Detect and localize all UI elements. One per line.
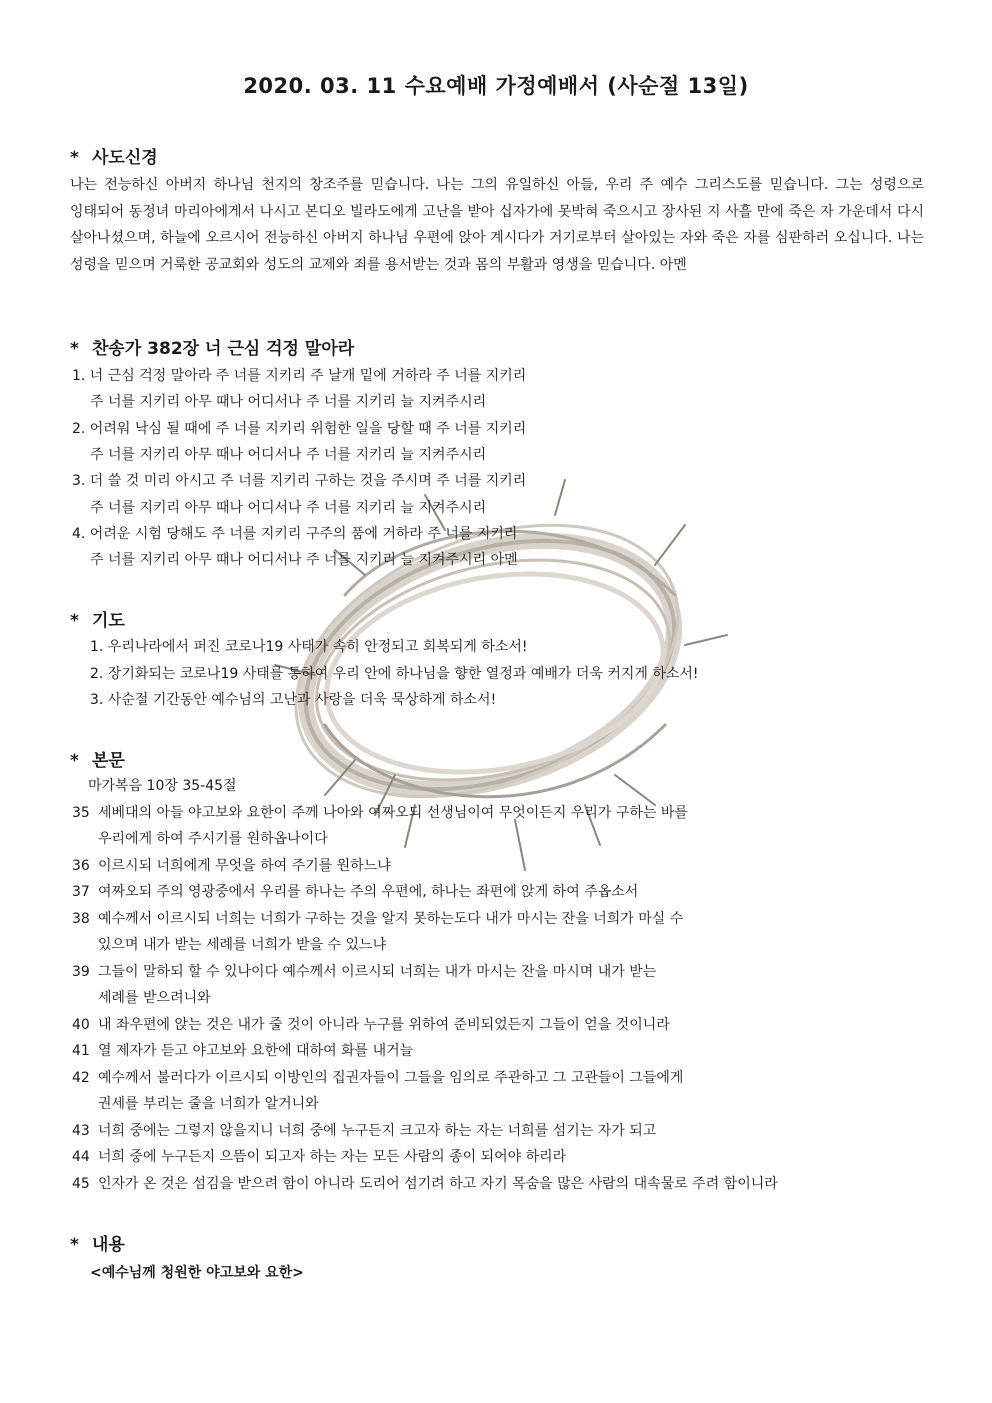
hymn-line: 4. 어려운 시험 당해도 주 너를 지키리 구주의 품에 거하라 주 너를 지키리 bbox=[72, 526, 518, 542]
verse-text: 너희 중에 누구든지 으뜸이 되고자 하는 자는 모든 사람의 종이 되어야 하리라 bbox=[98, 1149, 567, 1165]
verse-text: 인자가 온 것은 섬김을 받으려 함이 아니라 도리어 섬기려 하고 자기 목숨을 많은 사람의 대속물로 주려 함이니라 bbox=[98, 1176, 778, 1192]
hymn-heading bbox=[70, 334, 354, 359]
hymn-line: 1. 너 근심 걱정 말아라 주 너를 지키리 주 날개 밑에 거하라 주 너를 지키리 bbox=[72, 368, 527, 384]
hymn-line: 2. 어려워 낙심 될 때에 주 너를 지키리 위험한 일을 당할 때 주 너를 지키리 bbox=[72, 421, 527, 437]
bullet-star: * bbox=[70, 611, 79, 631]
verse-text: 예수께서 불러다가 이르시되 이방인의 집권자들이 그들을 임의로 주관하고 그 고관들이 그들에게 bbox=[98, 1070, 684, 1086]
verse-number: 45 bbox=[72, 1176, 90, 1192]
verse-number: 42 bbox=[72, 1070, 90, 1086]
verse-number: 40 bbox=[72, 1017, 90, 1033]
hymn-line: 주 너를 지키리 아무 때나 어디서나 주 너를 지키리 늘 지켜주시리 bbox=[90, 500, 487, 516]
verse-number: 43 bbox=[72, 1123, 90, 1139]
verse-text: 내 좌우편에 앉는 것은 내가 줄 것이 아니라 누구를 위하여 준비되었든지 그들이 얻을 것이니라 bbox=[98, 1017, 670, 1033]
bullet-star: * bbox=[70, 1235, 79, 1255]
verse-text: 예수께서 이르시되 너희는 너희가 구하는 것을 알지 못하는도다 내가 마시는 잔을 너희가 마실 수 bbox=[98, 911, 684, 927]
prayer-item: 3. 사순절 기간동안 예수님의 고난과 사랑을 더욱 묵상하게 하소서! bbox=[90, 692, 497, 708]
verse-number: 41 bbox=[72, 1043, 90, 1059]
scripture-reference: 마가복음 10장 35-45절 bbox=[88, 778, 237, 794]
hymn-line: 주 너를 지키리 아무 때나 어디서나 주 너를 지키리 늘 지켜주시리 bbox=[90, 447, 487, 463]
creed-heading bbox=[70, 143, 158, 168]
bullet-star: * bbox=[70, 148, 79, 168]
prayer-heading-text: 기도 bbox=[92, 611, 125, 631]
verse-text: 이르시되 너희에게 무엇을 하여 주기를 원하느냐 bbox=[98, 858, 391, 874]
verse-text: 세례를 받으려니와 bbox=[98, 990, 211, 1006]
prayer-item: 1. 우리나라에서 퍼진 코로나19 사태가 속히 안정되고 회복되게 하소서! bbox=[90, 639, 528, 655]
hymn-line: 3. 더 쓸 것 미리 아시고 주 너를 지키리 구하는 것을 주시며 주 너를 지키리 bbox=[72, 473, 527, 489]
content-heading bbox=[70, 1230, 125, 1255]
page-title: 2020. 03. 11 수요예배 가정예배서 (사순절 13일) bbox=[243, 74, 749, 98]
verse-text: 우리에게 하여 주시기를 원하옵나이다 bbox=[98, 831, 328, 847]
verse-number: 38 bbox=[72, 911, 90, 927]
hymn-line: 주 너를 지키리 아무 때나 어디서나 주 너를 지키리 늘 지켜주시리 아멘 bbox=[90, 552, 518, 568]
bullet-star: * bbox=[70, 751, 79, 771]
verse-number: 44 bbox=[72, 1149, 90, 1165]
verse-text: 너희 중에는 그렇지 않을지니 너희 중에 누구든지 크고자 하는 자는 너희를 섬기는 자가 되고 bbox=[98, 1123, 657, 1139]
creed-heading-text: 사도신경 bbox=[92, 148, 158, 168]
scripture-heading bbox=[70, 746, 125, 771]
verse-number: 36 bbox=[72, 858, 90, 874]
verse-number: 37 bbox=[72, 884, 90, 900]
verse-number: 39 bbox=[72, 964, 90, 980]
content-subtitle: <예수님께 청원한 야고보와 요한> bbox=[90, 1265, 304, 1281]
hymn-line: 주 너를 지키리 아무 때나 어디서나 주 너를 지키리 늘 지켜주시리 bbox=[90, 394, 487, 410]
hymn-heading-text: 찬송가 382장 너 근심 걱정 말아라 bbox=[92, 339, 355, 359]
verse-text: 열 제자가 듣고 야고보와 요한에 대하여 화를 내거늘 bbox=[98, 1043, 414, 1059]
content-heading-text: 내용 bbox=[92, 1235, 125, 1255]
scripture-heading-text: 본문 bbox=[92, 751, 125, 771]
verse-text: 그들이 말하되 할 수 있나이다 예수께서 이르시되 너희는 내가 마시는 잔을 마시며 내가 받는 bbox=[98, 964, 657, 980]
prayer-item: 2. 장기화되는 코로나19 사태를 통하여 우리 안에 하나님을 향한 열정과 예배가 더욱 커지게 하소서! bbox=[90, 666, 699, 682]
verse-number: 35 bbox=[72, 805, 90, 821]
bullet-star: * bbox=[70, 339, 79, 359]
prayer-heading bbox=[70, 606, 125, 631]
verse-text: 있으며 내가 받는 세례를 너희가 받을 수 있느냐 bbox=[98, 937, 387, 953]
verse-text: 여짜오되 주의 영광중에서 우리를 하나는 주의 우편에, 하나는 좌편에 앉게 하여 주옵소서 bbox=[98, 884, 639, 900]
verse-text: 세베대의 아들 야고보와 요한이 주께 나아와 여짜오되 선생님이여 무엇이든지 우리가 구하는 바를 bbox=[98, 805, 688, 821]
creed-text: 나는 전능하신 아버지 하나님 천지의 창조주를 믿습니다. 나는 그의 유일하신 아들, 우리 주 예수 그리스도를 믿습니다. 그는 성령으로 잉태되어 동정녀 마리아에게서 나시고 본디오 빌라도에게 고난을 받아 십자가에 못박혀 죽으시고 장사된 지 사흘 만에 죽은 자 가운데서 다시 살아나셨으며, 하늘에 오르시어 전능하신 아버지 하나님 우편에 앉아 계시다가 거기로부터 살아있는 자와 죽은 자를 심판하러 오십니다. 나는 성령을 믿으며 거룩한 공교회와 성도의 교제와 죄를 용서받는 것과 몸의 부활과 영생을 믿습니다. 아멘 bbox=[70, 177, 924, 273]
verse-text: 권세를 부리는 줄을 너희가 알거니와 bbox=[98, 1096, 319, 1112]
